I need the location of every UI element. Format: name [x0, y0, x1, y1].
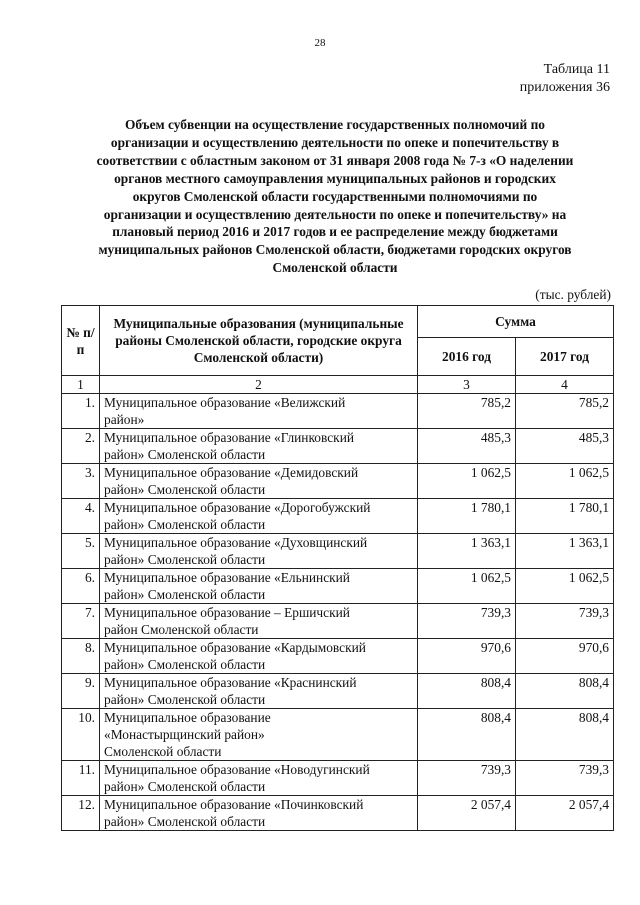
municipality-name-line: район» Смоленской области: [104, 447, 266, 462]
amount-2017: 808,4: [516, 674, 614, 709]
municipality-name-line: район» Смоленской области: [104, 482, 266, 497]
municipality-name: [100, 534, 418, 569]
row-number: 11.: [62, 761, 100, 796]
title-line: Смоленской области: [272, 260, 398, 276]
municipality-name: [100, 499, 418, 534]
municipality-name-line: Муниципальное образование – Ершичский: [104, 605, 350, 620]
municipality-name-line: Муниципальное образование «Демидовский: [104, 465, 359, 480]
municipality-name-line: район» Смоленской области: [104, 814, 266, 829]
title-line: муниципальных районов Смоленской области, бюджетами городских округов: [98, 242, 572, 258]
municipality-name: [100, 429, 418, 464]
row-number: 9.: [62, 674, 100, 709]
municipality-name-line: район» Смоленской области: [104, 692, 266, 707]
column-index: 4: [516, 376, 614, 394]
municipality-name-line: район» Смоленской области: [104, 587, 266, 602]
municipality-name: [100, 604, 418, 639]
table-row: [62, 464, 614, 499]
table-row: [62, 429, 614, 464]
amount-2016: 2 057,4: [418, 796, 516, 831]
header-num: № п/п: [62, 306, 100, 376]
table-row: [62, 499, 614, 534]
table-row: [62, 761, 614, 796]
amount-2016: 785,2: [418, 394, 516, 429]
amount-2017: 485,3: [516, 429, 614, 464]
amount-2016: 808,4: [418, 709, 516, 761]
amount-2016: 970,6: [418, 639, 516, 674]
title-line: Объем субвенции на осуществление государственных полномочий по: [125, 117, 545, 132]
municipality-name-line: Муниципальное образование «Новодугинский: [104, 762, 370, 777]
municipality-name: [100, 709, 418, 761]
table-row: [62, 604, 614, 639]
municipality-name: [100, 674, 418, 709]
amount-2017: 739,3: [516, 761, 614, 796]
table-body: [62, 376, 614, 831]
municipality-name-line: Муниципальное образование «Духовщинский: [104, 535, 368, 550]
amount-2017: 2 057,4: [516, 796, 614, 831]
amount-2016: 1 062,5: [418, 464, 516, 499]
table-row: [62, 394, 614, 429]
table-row: [62, 534, 614, 569]
municipality-name-line: Смоленской области: [104, 744, 222, 759]
amount-2016: 739,3: [418, 761, 516, 796]
header-row: [62, 306, 614, 338]
amount-2017: 1 062,5: [516, 464, 614, 499]
amount-2016: 1 062,5: [418, 569, 516, 604]
municipality-name-line: район» Смоленской области: [104, 517, 266, 532]
table-row: [62, 709, 614, 761]
table-caption-line-1: Таблица 11: [543, 62, 610, 77]
amount-2017: 808,4: [516, 709, 614, 761]
units-label: (тыс. рублей): [535, 287, 611, 302]
column-index: 2: [100, 376, 418, 394]
title-line: плановый период 2016 и 2017 годов и ее распределение между бюджетами: [112, 224, 558, 240]
title-line: организации и осуществлению деятельности по опеке и попечительству в: [110, 134, 560, 150]
table-row: [62, 639, 614, 674]
amount-2017: 1 363,1: [516, 534, 614, 569]
municipality-name-line: Муниципальное образование «Дорогобужский: [104, 500, 371, 515]
amount-2016: 739,3: [418, 604, 516, 639]
municipality-name: [100, 761, 418, 796]
amount-2016: 485,3: [418, 429, 516, 464]
row-number: 5.: [62, 534, 100, 569]
municipality-name-line: «Монастырщинский район»: [104, 727, 265, 742]
title-line: органов местного самоуправления муниципальных районов и городских: [114, 170, 556, 186]
table-row: [62, 674, 614, 709]
municipality-name: [100, 796, 418, 831]
subvention-table: [61, 305, 614, 831]
column-index: 3: [418, 376, 516, 394]
row-number: 10.: [62, 709, 100, 761]
title-line: округов Смоленской области государственными полномочиями по: [132, 188, 538, 204]
amount-2017: 785,2: [516, 394, 614, 429]
row-number: 7.: [62, 604, 100, 639]
municipality-name: [100, 639, 418, 674]
row-number: 1.: [62, 394, 100, 429]
municipality-name-line: Муниципальное образование: [104, 710, 271, 725]
table-caption-line-2: приложения 36: [519, 80, 610, 95]
amount-2017: 739,3: [516, 604, 614, 639]
row-number: 3.: [62, 464, 100, 499]
municipality-name-line: район Смоленской области: [104, 622, 259, 637]
municipality-name-line: Муниципальное образование «Краснинский: [104, 675, 357, 690]
amount-2016: 808,4: [418, 674, 516, 709]
municipality-name-line: Муниципальное образование «Ельнинский: [104, 570, 350, 585]
header-year-2016: 2016 год: [418, 338, 516, 376]
header-year-2017: 2017 год: [516, 338, 614, 376]
page-number: 28: [314, 37, 326, 49]
table-row: [62, 796, 614, 831]
column-index-row: [62, 376, 614, 394]
municipality-name: [100, 569, 418, 604]
municipality-name-line: район» Смоленской области: [104, 657, 266, 672]
amount-2016: 1 363,1: [418, 534, 516, 569]
row-number: 4.: [62, 499, 100, 534]
municipality-name: [100, 394, 418, 429]
municipality-name-line: Муниципальное образование «Велижский: [104, 395, 346, 410]
column-index: 1: [62, 376, 100, 394]
title-line: организации и осуществлению деятельности по опеке и попечительству» на: [103, 206, 567, 222]
row-number: 2.: [62, 429, 100, 464]
table-header: [62, 306, 614, 376]
municipality-name-line: район» Смоленской области: [104, 552, 266, 567]
municipality-name-line: Муниципальное образование «Кардымовский: [104, 640, 366, 655]
header-name: Муниципальные образования (муниципальные районы Смоленской области, городские округа Смоленской области): [100, 306, 418, 376]
document-title: [58, 116, 612, 277]
row-number: 8.: [62, 639, 100, 674]
municipality-name-line: район» Смоленской области: [104, 779, 266, 794]
municipality-name: [100, 464, 418, 499]
amount-2016: 1 780,1: [418, 499, 516, 534]
header-sum: Сумма: [418, 306, 614, 338]
municipality-name-line: Муниципальное образование «Глинковский: [104, 430, 355, 445]
row-number: 12.: [62, 796, 100, 831]
municipality-name-line: район»: [104, 412, 145, 427]
table-caption: [520, 61, 610, 97]
municipality-name-line: Муниципальное образование «Починковский: [104, 797, 364, 812]
table-row: [62, 569, 614, 604]
title-line: соответствии с областным законом от 31 января 2008 года № 7-з «О наделении: [96, 152, 574, 168]
amount-2017: 1 780,1: [516, 499, 614, 534]
row-number: 6.: [62, 569, 100, 604]
amount-2017: 970,6: [516, 639, 614, 674]
amount-2017: 1 062,5: [516, 569, 614, 604]
